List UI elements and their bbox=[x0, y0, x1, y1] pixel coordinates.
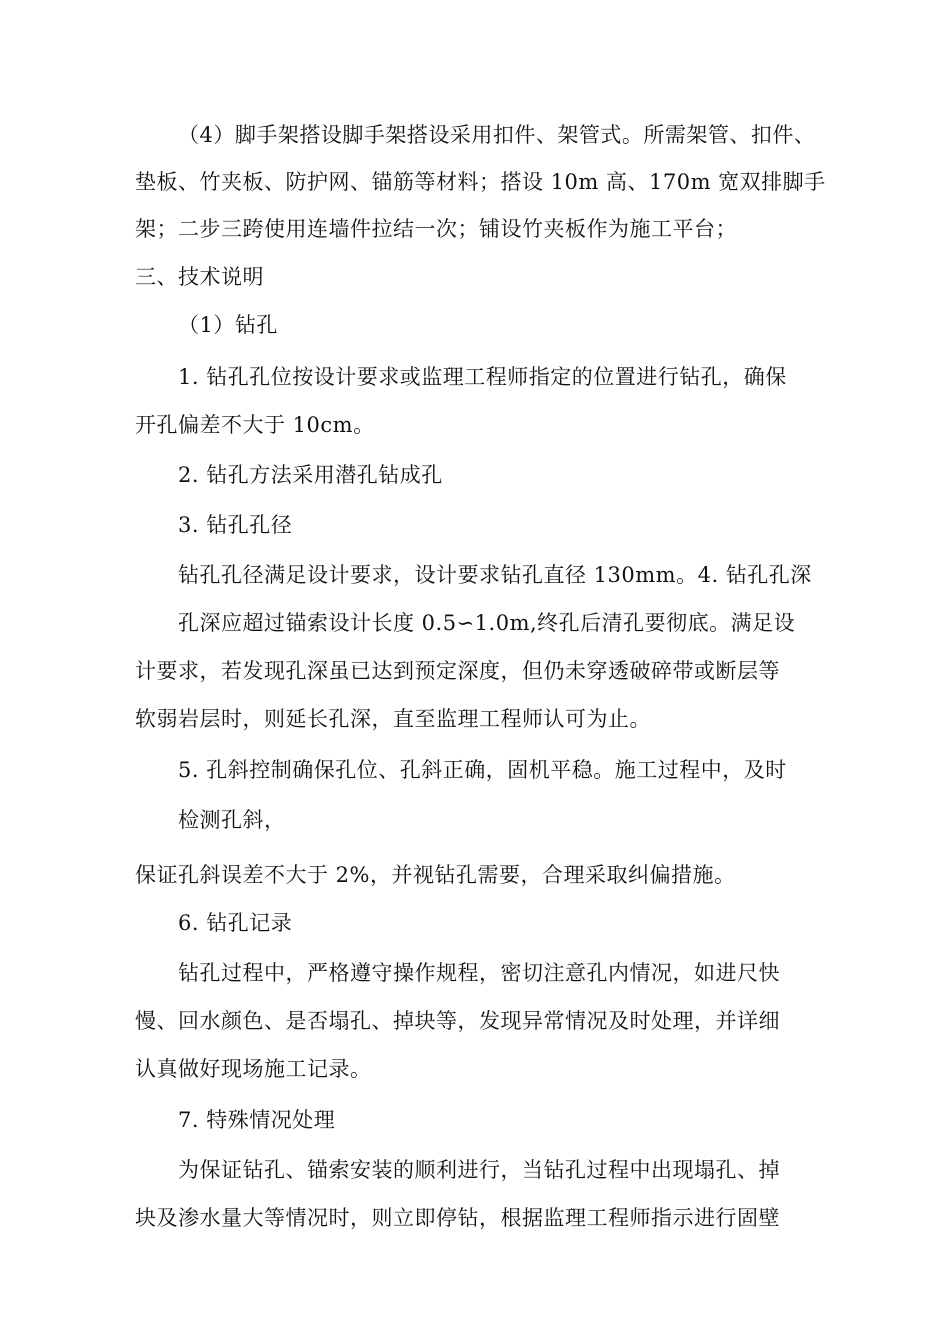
text-line-19: 慢、回水颜色、是否塌孔、掉块等，发现异常情况及时处理，并详细 bbox=[135, 1009, 780, 1033]
section-heading: 三、技术说明 bbox=[135, 265, 264, 289]
text-line-21: 7. 特殊情况处理 bbox=[178, 1108, 336, 1132]
text-line-12: 计要求，若发现孔深虽已达到预定深度，但仍未穿透破碎带或断层等 bbox=[135, 659, 780, 683]
text-line-11: 孔深应超过锚索设计长度 0.5∽1.0m,终孔后清孔要彻底。满足设 bbox=[178, 611, 796, 635]
text-line-18: 钻孔过程中，严格遵守操作规程，密切注意孔内情况，如进尺快 bbox=[178, 961, 780, 985]
text-line-7: 开孔偏差不大于 10cm。 bbox=[135, 413, 375, 437]
text-line-20: 认真做好现场施工记录。 bbox=[135, 1057, 372, 1081]
text-line-14: 5. 孔斜控制确保孔位、孔斜正确，固机平稳。施工过程中，及时 bbox=[178, 758, 787, 782]
text-line-1: （4）脚手架搭设脚手架搭设采用扣件、架管式。所需架管、扣件、 bbox=[178, 123, 816, 147]
text-line-16: 保证孔斜误差不大于 2%，并视钻孔需要，合理采取纠偏措施。 bbox=[135, 863, 736, 887]
text-line-17: 6. 钻孔记录 bbox=[178, 911, 293, 935]
text-line-22: 为保证钻孔、锚索安装的顺利进行，当钻孔过程中出现塌孔、掉 bbox=[178, 1158, 780, 1182]
text-line-9: 3. 钻孔孔径 bbox=[178, 513, 293, 537]
text-line-10: 钻孔孔径满足设计要求，设计要求钻孔直径 130mm。4. 钻孔孔深 bbox=[178, 563, 812, 587]
subsection-heading: （1）钻孔 bbox=[178, 313, 278, 337]
text-line-3: 架；二步三跨使用连墙件拉结一次；铺设竹夹板作为施工平台； bbox=[135, 217, 737, 241]
text-line-6: 1. 钻孔孔位按设计要求或监理工程师指定的位置进行钻孔，确保 bbox=[178, 365, 787, 389]
text-line-23: 块及渗水量大等情况时，则立即停钻，根据监理工程师指示进行固壁 bbox=[135, 1206, 780, 1230]
text-line-2: 垫板、竹夹板、防护网、锚筋等材料；搭设 10m 高、170m 宽双排脚手 bbox=[135, 170, 826, 194]
text-line-8: 2. 钻孔方法采用潜孔钻成孔 bbox=[178, 463, 443, 487]
text-line-13: 软弱岩层时，则延长孔深，直至监理工程师认可为止。 bbox=[135, 707, 651, 731]
text-line-15: 检测孔斜， bbox=[178, 808, 286, 832]
